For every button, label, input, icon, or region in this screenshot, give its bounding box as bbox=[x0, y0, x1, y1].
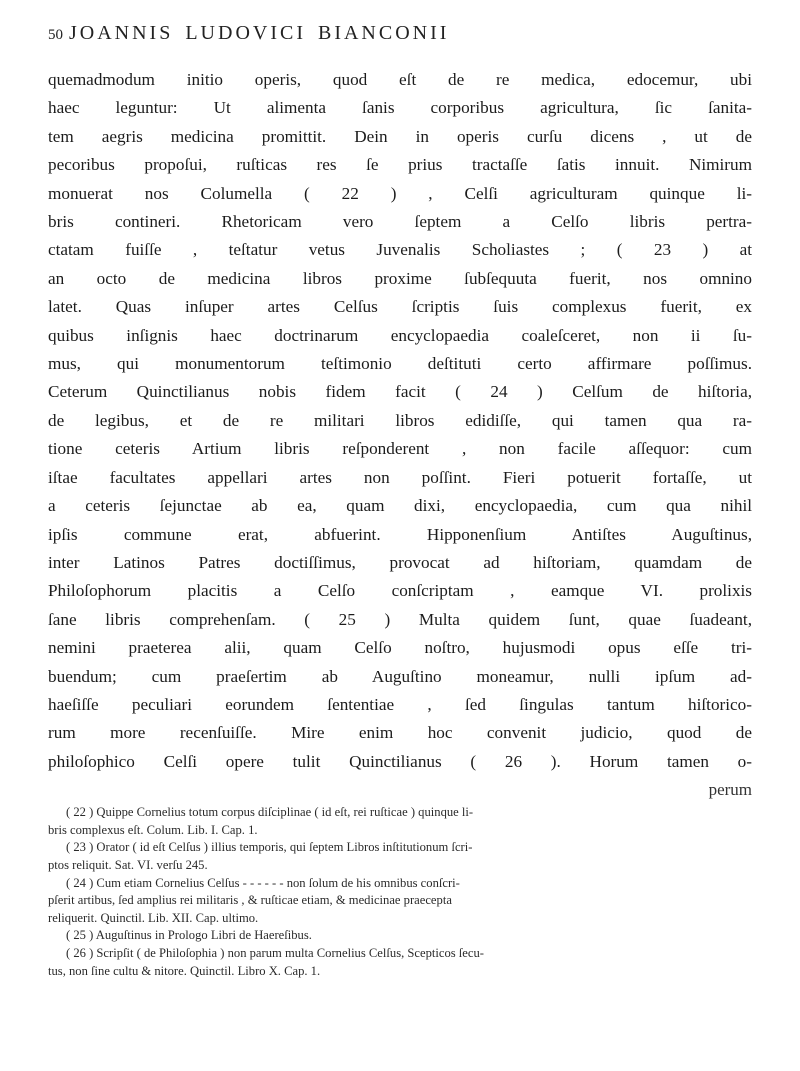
text-line: nemini praeterea alii, quam Celſo noſtro, hujusmodi opus eſſe tri- bbox=[48, 638, 752, 658]
text-line: Philoſophorum placitis a Celſo conſcriptam , eamque VI. prolixis bbox=[48, 581, 752, 601]
text-line: buendum; cum praeſertim ab Auguſtino moneamur, nulli ipſum ad- bbox=[48, 666, 752, 686]
footnote-24-cont: pſerit artibus, ſed amplius rei militaris , & ruſticae etiam, & medicinae praecepta bbox=[48, 893, 452, 908]
text-line: de legibus, et de re militari libros edidiſſe, qui tamen qua ra- bbox=[48, 410, 752, 430]
footnote-26: ( 26 ) Scripſit ( de Philoſophia ) non parum multa Cornelius Celſus, Scepticos ſecu- bbox=[66, 945, 484, 960]
footnote-22-cont: bris complexus eſt. Colum. Lib. I. Cap. 1. bbox=[48, 822, 258, 837]
footnote-24-cont-2: reliquerit. Quinctil. Lib. XII. Cap. ultimo. bbox=[48, 910, 259, 925]
text-line: latet. Quas inſuper artes Celſus ſcriptis ſuis complexus fuerit, ex bbox=[48, 297, 752, 317]
text-line: iſtae facultates appellari artes non poſſint. Fieri potuerit fortaſſe, ut bbox=[48, 467, 752, 487]
text-line: tem aegris medicina promittit. Dein in operis curſu dicens , ut de bbox=[48, 126, 752, 146]
footnote-22: ( 22 ) Quippe Cornelius totum corpus diſciplinae ( id eſt, rei ruſticae ) quinque li- bbox=[66, 805, 474, 820]
text-line: rum more recenſuiſſe. Mire enim hoc convenit judicio, quod de bbox=[48, 723, 752, 743]
text-line: philoſophico Celſi opere tulit Quinctilianus ( 26 ). Horum tamen o- bbox=[48, 751, 752, 771]
running-title: JOANNIS LUDOVICI BIANCONII bbox=[69, 22, 450, 44]
footnote-26-cont: tus, non ſine cultu & nitore. Quinctil. Libro X. Cap. 1. bbox=[48, 963, 321, 978]
text-line: ctatam fuiſſe , teſtatur vetus Juvenalis Scholiastes ; ( 23 ) at bbox=[48, 240, 752, 260]
page-number: 50 bbox=[48, 27, 63, 43]
text-line: quibus inſignis haec doctrinarum encyclopaedia coaleſceret, non ii ſu- bbox=[48, 325, 752, 345]
text-line: monuerat nos Columella ( 22 ) , Celſi agriculturam quinque li- bbox=[48, 183, 752, 203]
text-line: haeſiſſe peculiari eorundem ſententiae , ſed ſingulas tantum hiſtorico- bbox=[48, 694, 752, 714]
footnote-25: ( 25 ) Auguſtinus in Prologo Libri de Haereſibus. bbox=[66, 928, 312, 943]
text-line: ſane libris comprehenſam. ( 25 ) Multa quidem ſunt, quae ſuadeant, bbox=[48, 609, 752, 629]
text-line: tione ceteris Artium libris reſponderent , non facile aſſequor: cum bbox=[48, 439, 752, 459]
text-line: inter Latinos Patres doctiſſimus, provocat ad hiſtoriam, quamdam de bbox=[48, 552, 752, 572]
text-line: an octo de medicina libros proxime ſubſequuta fuerit, nos omnino bbox=[48, 268, 752, 288]
text-line: quemadmodum initio operis, quod eſt de re medica, edocemur, ubi bbox=[48, 70, 752, 89]
text-line: ipſis commune erat, abfuerint. Hipponenſium Antiſtes Auguſtinus, bbox=[48, 524, 752, 544]
text-line: haec leguntur: Ut alimenta ſanis corporibus agricultura, ſic ſanita- bbox=[48, 98, 752, 118]
text-line: mus, qui monumentorum teſtimonio deſtituti certo affirmare poſſimus. bbox=[48, 354, 752, 374]
footnotes bbox=[48, 804, 752, 980]
text-line: a ceteris ſejunctae ab ea, quam dixi, encyclopaedia, cum qua nihil bbox=[48, 496, 752, 516]
text-line: Ceterum Quinctilianus nobis fidem facit ( 24 ) Celſum de hiſtoria, bbox=[48, 382, 752, 402]
footnote-23-cont: ptos reliquit. Sat. VI. verſu 245. bbox=[48, 857, 208, 872]
text-line: bris contineri. Rhetoricam vero ſeptem a Celſo libris pertra- bbox=[48, 212, 752, 232]
text-line: pecoribus propoſui, ruſticas res ſe prius tractaſſe ſatis innuit. Nimirum bbox=[48, 155, 752, 175]
catchword: perum bbox=[708, 780, 752, 800]
footnote-23: ( 23 ) Orator ( id eſt Celſus ) illius temporis, qui ſeptem Libros inſtitutionum ſcri- bbox=[66, 840, 473, 855]
running-head bbox=[48, 22, 752, 56]
main-text bbox=[48, 66, 752, 798]
footnote-24: ( 24 ) Cum etiam Cornelius Celſus - - - - - - non ſolum de his omnibus conſcri- bbox=[66, 875, 460, 890]
